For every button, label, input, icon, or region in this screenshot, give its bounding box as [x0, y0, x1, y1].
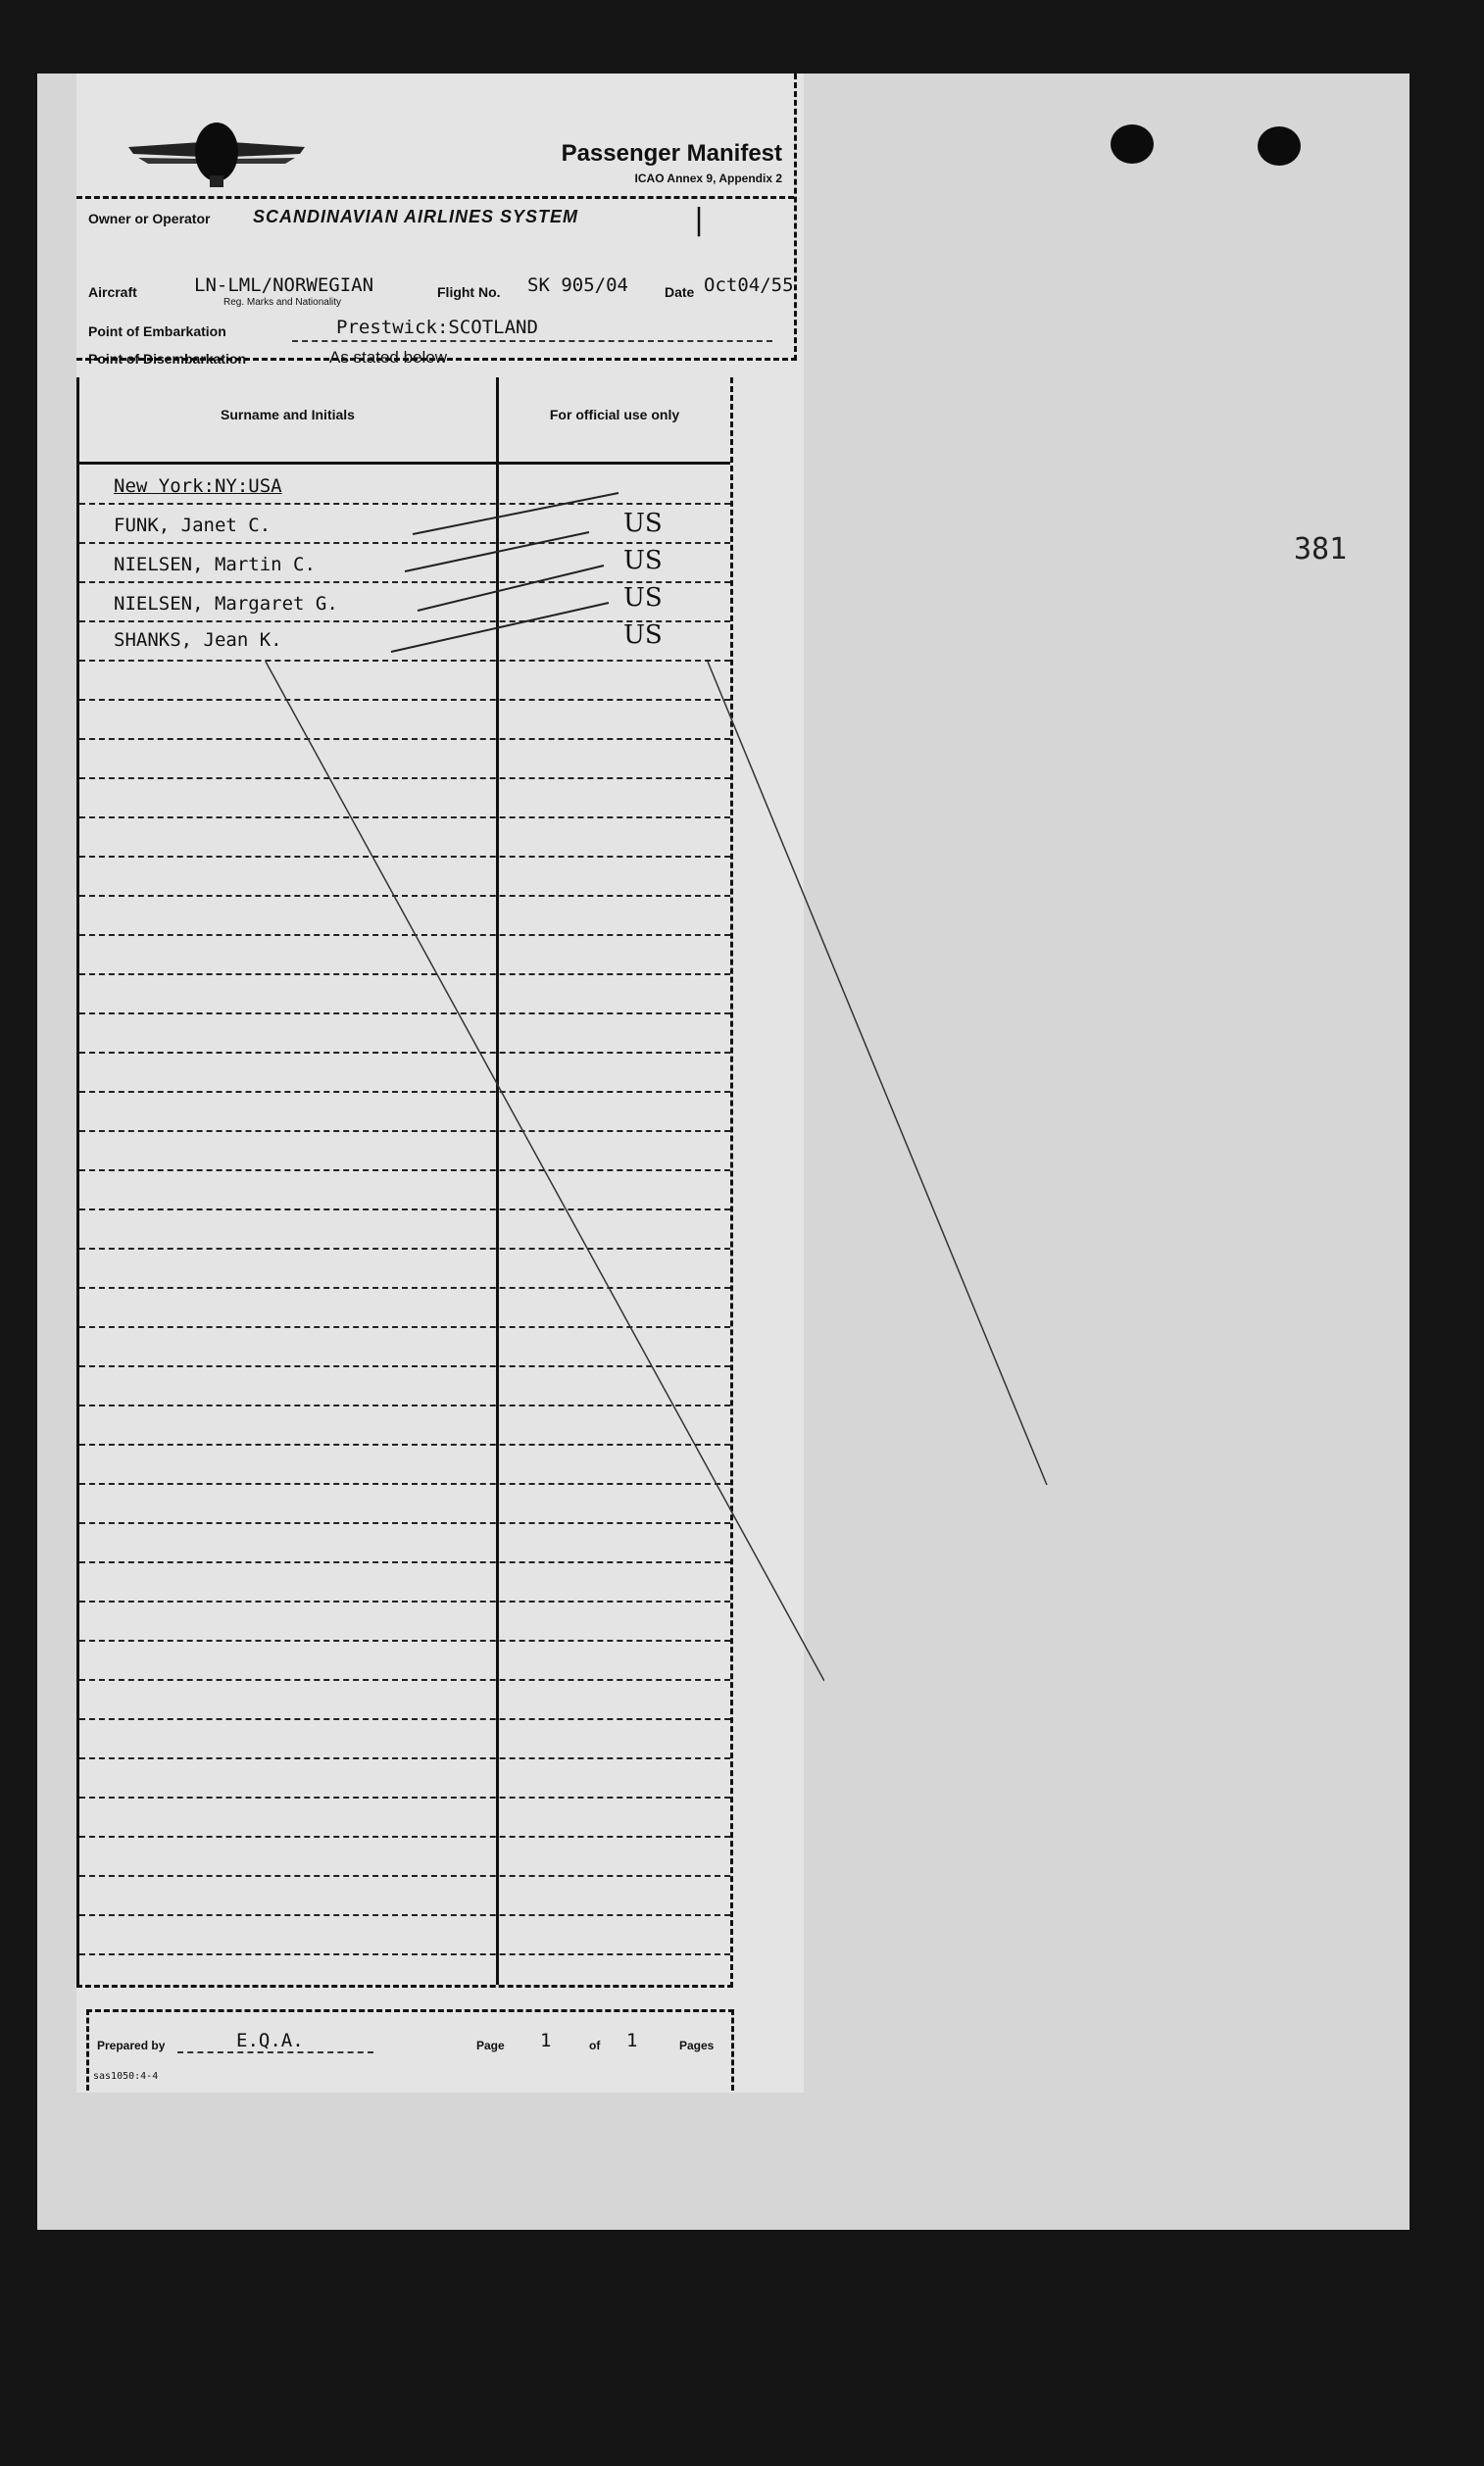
form-code: sas1050:4-4 — [93, 2071, 159, 2082]
column-header-official: For official use only — [549, 407, 680, 422]
form-subtitle: ICAO Annex 9, Appendix 2 — [634, 172, 782, 185]
disembarkation-value: As stated below — [329, 348, 448, 367]
paper-sheet — [37, 74, 1410, 2230]
form-title: Passenger Manifest — [561, 140, 782, 167]
official-mark: US — [623, 620, 663, 650]
date-label: Date — [665, 284, 695, 300]
passenger-name: SHANKS, Jean K. — [114, 629, 282, 651]
official-mark: US — [623, 546, 663, 575]
embarkation-value: Prestwick:SCOTLAND — [336, 317, 538, 338]
prepared-value: E.Q.A. — [236, 2030, 304, 2051]
owner-label: Owner or Operator — [88, 211, 211, 226]
passenger-name: NIELSEN, Margaret G. — [114, 593, 338, 615]
embarkation-label: Point of Embarkation — [88, 323, 226, 339]
prepared-label: Prepared by — [97, 2039, 166, 2052]
disembarkation-label: Point of Disembarkation — [88, 351, 247, 367]
passenger-name: NIELSEN, Martin C. — [114, 554, 316, 575]
date-value: Oct04/55 — [704, 274, 794, 296]
archive-number: 381 — [1294, 532, 1348, 567]
aircraft-note: Reg. Marks and Nationality — [223, 297, 342, 308]
aircraft-value: LN-LML/NORWEGIAN — [194, 274, 374, 296]
of-label: of — [589, 2039, 601, 2052]
destination-heading: New York:NY:USA — [114, 475, 282, 497]
aircraft-label: Aircraft — [88, 284, 137, 300]
column-header-surname: Surname and Initials — [221, 407, 355, 422]
pages-label: Pages — [679, 2039, 715, 2052]
pen-stroke-right — [37, 74, 1410, 2230]
page-label: Page — [476, 2039, 505, 2052]
flight-label: Flight No. — [437, 284, 501, 300]
page-value: 1 — [540, 2030, 552, 2051]
official-mark: US — [623, 583, 663, 613]
official-mark: US — [623, 509, 663, 538]
passenger-name: FUNK, Janet C. — [114, 515, 272, 536]
owner-value: SCANDINAVIAN AIRLINES SYSTEM — [253, 207, 579, 226]
flight-value: SK 905/04 — [527, 274, 628, 296]
of-value: 1 — [626, 2030, 638, 2051]
owner-mark: | — [690, 203, 709, 237]
